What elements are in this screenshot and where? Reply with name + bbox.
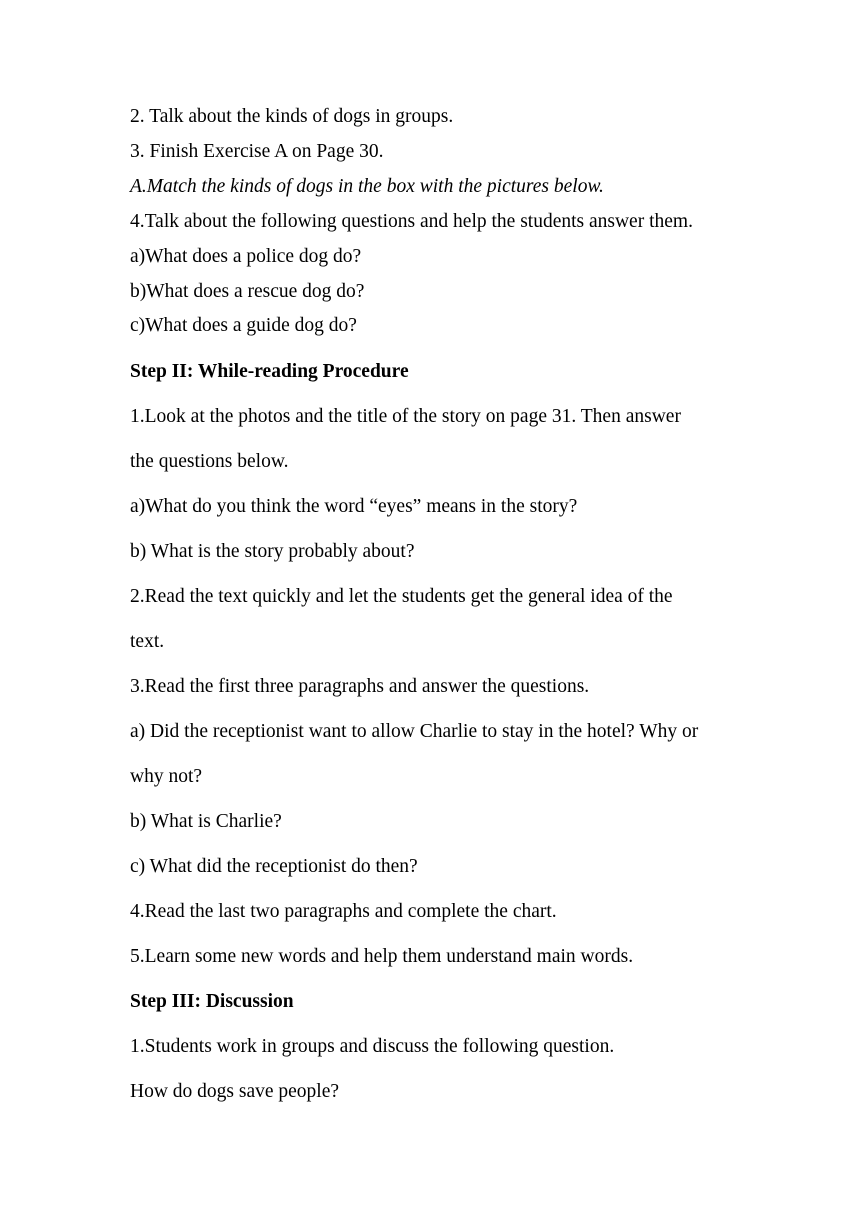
question-police-dog: a)What does a police dog do? [130, 246, 362, 267]
text-line-step-3: 3. Finish Exercise A on Page 30. [130, 141, 384, 162]
exercise-instruction: A.Match the kinds of dogs in the box with the pictures below. [130, 176, 604, 197]
question-story-about: b) What is the story probably about? [130, 541, 415, 562]
text-line-learn-words: 5.Learn some new words and help them understand main words. [130, 946, 634, 967]
question-dogs-save-people: How do dogs save people? [130, 1081, 340, 1102]
text-line-step-2: 2. Talk about the kinds of dogs in groups. [130, 106, 454, 127]
text-line-step-4: 4.Talk about the following questions and help the students answer them. [130, 211, 693, 232]
text-line-look-photos: 1.Look at the photos and the title of the story on page 31. Then answer [130, 406, 681, 427]
question-rescue-dog: b)What does a rescue dog do? [130, 281, 365, 302]
text-line-read-last-two: 4.Read the last two paragraphs and complete the chart. [130, 901, 557, 922]
question-receptionist-then: c) What did the receptionist do then? [130, 856, 418, 877]
section-heading-while-reading: Step II: While-reading Procedure [130, 361, 409, 382]
text-line-group-discuss: 1.Students work in groups and discuss the following question. [130, 1036, 615, 1057]
question-receptionist-allow-cont: why not? [130, 766, 203, 787]
text-line-read-quickly-cont: text. [130, 631, 165, 652]
question-receptionist-allow: a) Did the receptionist want to allow Charlie to stay in the hotel? Why or [130, 721, 699, 742]
text-line-look-photos-cont: the questions below. [130, 451, 289, 472]
question-what-is-charlie: b) What is Charlie? [130, 811, 282, 832]
text-line-read-quickly: 2.Read the text quickly and let the students get the general idea of the [130, 586, 673, 607]
text-line-read-first-three: 3.Read the first three paragraphs and answer the questions. [130, 676, 590, 697]
section-heading-discussion: Step III: Discussion [130, 991, 294, 1012]
question-eyes-meaning: a)What do you think the word “eyes” means in the story? [130, 496, 578, 517]
question-guide-dog: c)What does a guide dog do? [130, 315, 357, 336]
